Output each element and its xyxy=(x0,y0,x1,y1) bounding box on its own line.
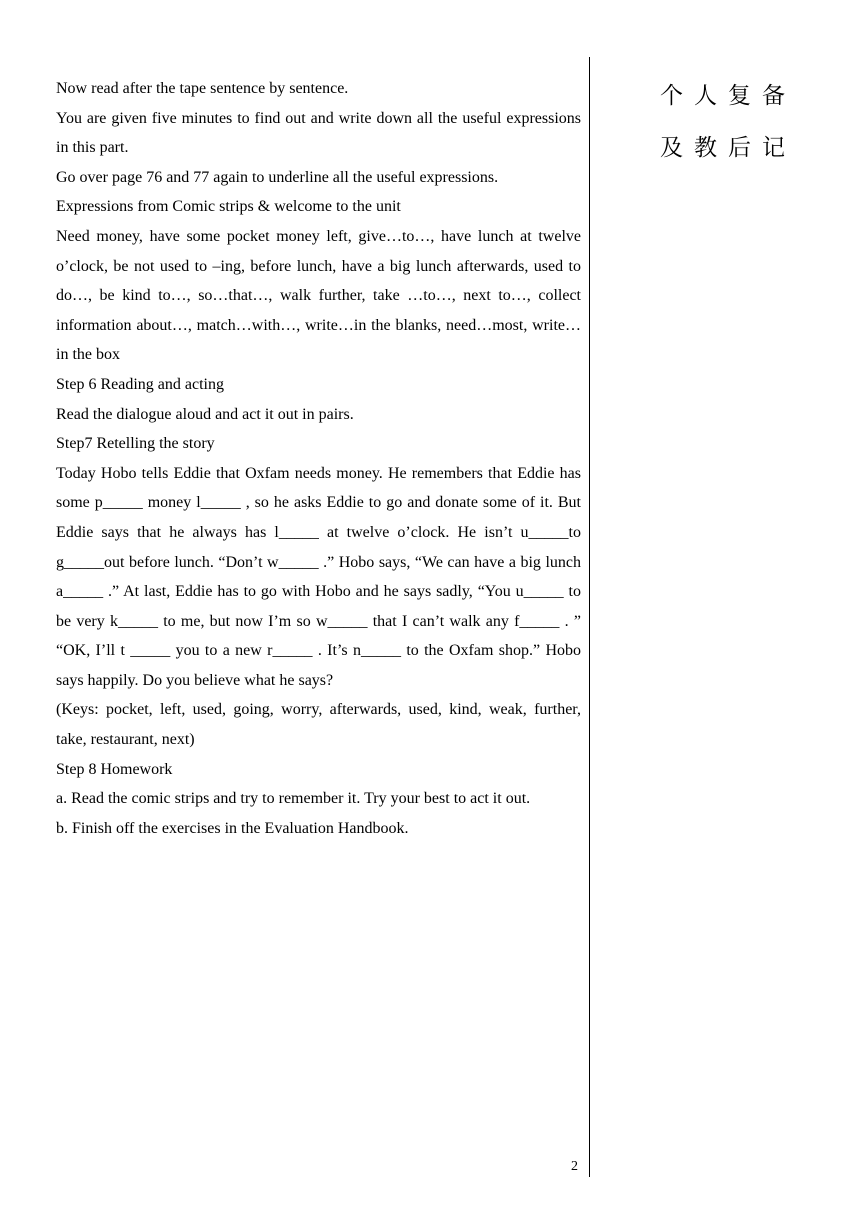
homework-item-b: b. Finish off the exercises in the Evaluation Handbook. xyxy=(56,819,409,837)
step-6-heading: Step 6 Reading and acting xyxy=(56,375,224,393)
page-number: 2 xyxy=(571,1159,578,1174)
main-text-column xyxy=(56,74,581,843)
instruction-read-tape: Now read after the tape sentence by sentence. xyxy=(56,80,349,97)
instruction-find-expressions: You are given five minutes to find out and write down all the useful expressions in this part. xyxy=(56,109,581,157)
side-note-line-2: 及教后记 xyxy=(660,135,796,161)
column-divider xyxy=(589,57,590,1177)
expressions-list: Need money, have some pocket money left, give…to…, have lunch at twelve o’clock, be not used to –ing, before lunch, have a big lunch afterwards, used to do…, be kind to…, so…that…, walk further, take …to…, next to…, collect information about…, match…with…, write…in the blanks, need…most, write…in the box xyxy=(56,227,581,364)
side-note-line-1: 个人复备 xyxy=(660,83,796,109)
answer-keys: (Keys: pocket, left, used, going, worry, afterwards, used, kind, weak, further, take, restaurant, next) xyxy=(56,701,581,749)
expressions-heading: Expressions from Comic strips & welcome to the unit xyxy=(56,198,401,216)
step-6-instruction: Read the dialogue aloud and act it out in pairs. xyxy=(56,405,354,423)
homework-item-a: a. Read the comic strips and try to remember it. Try your best to act it out. xyxy=(56,790,531,808)
step-8-heading: Step 8 Homework xyxy=(56,760,173,778)
retelling-story-passage: Today Hobo tells Eddie that Oxfam needs money. He remembers that Eddie has some p_____ money l_____ , so he asks Eddie to go and donate some of it. But Eddie says that he always has l_____ at twelve o’clock. He isn’t u_____to g_____out before lunch. “Don’t w_____ .” Hobo says, “We can have a big lunch a_____ .” At last, Eddie has to go with Hobo and he says sadly, “You u_____ to be very k_____ to me, but now I’m so w_____ that I can’t walk any f_____ . ” “OK, I’ll t _____ you to a new r_____ . It’s n_____ to the Oxfam shop.” Hobo says happily. Do you believe what he says? xyxy=(56,464,581,689)
step-7-heading: Step7 Retelling the story xyxy=(56,435,215,453)
instruction-underline: Go over page 76 and 77 again to underline all the useful expressions. xyxy=(56,168,499,186)
side-note-heading xyxy=(660,70,800,174)
